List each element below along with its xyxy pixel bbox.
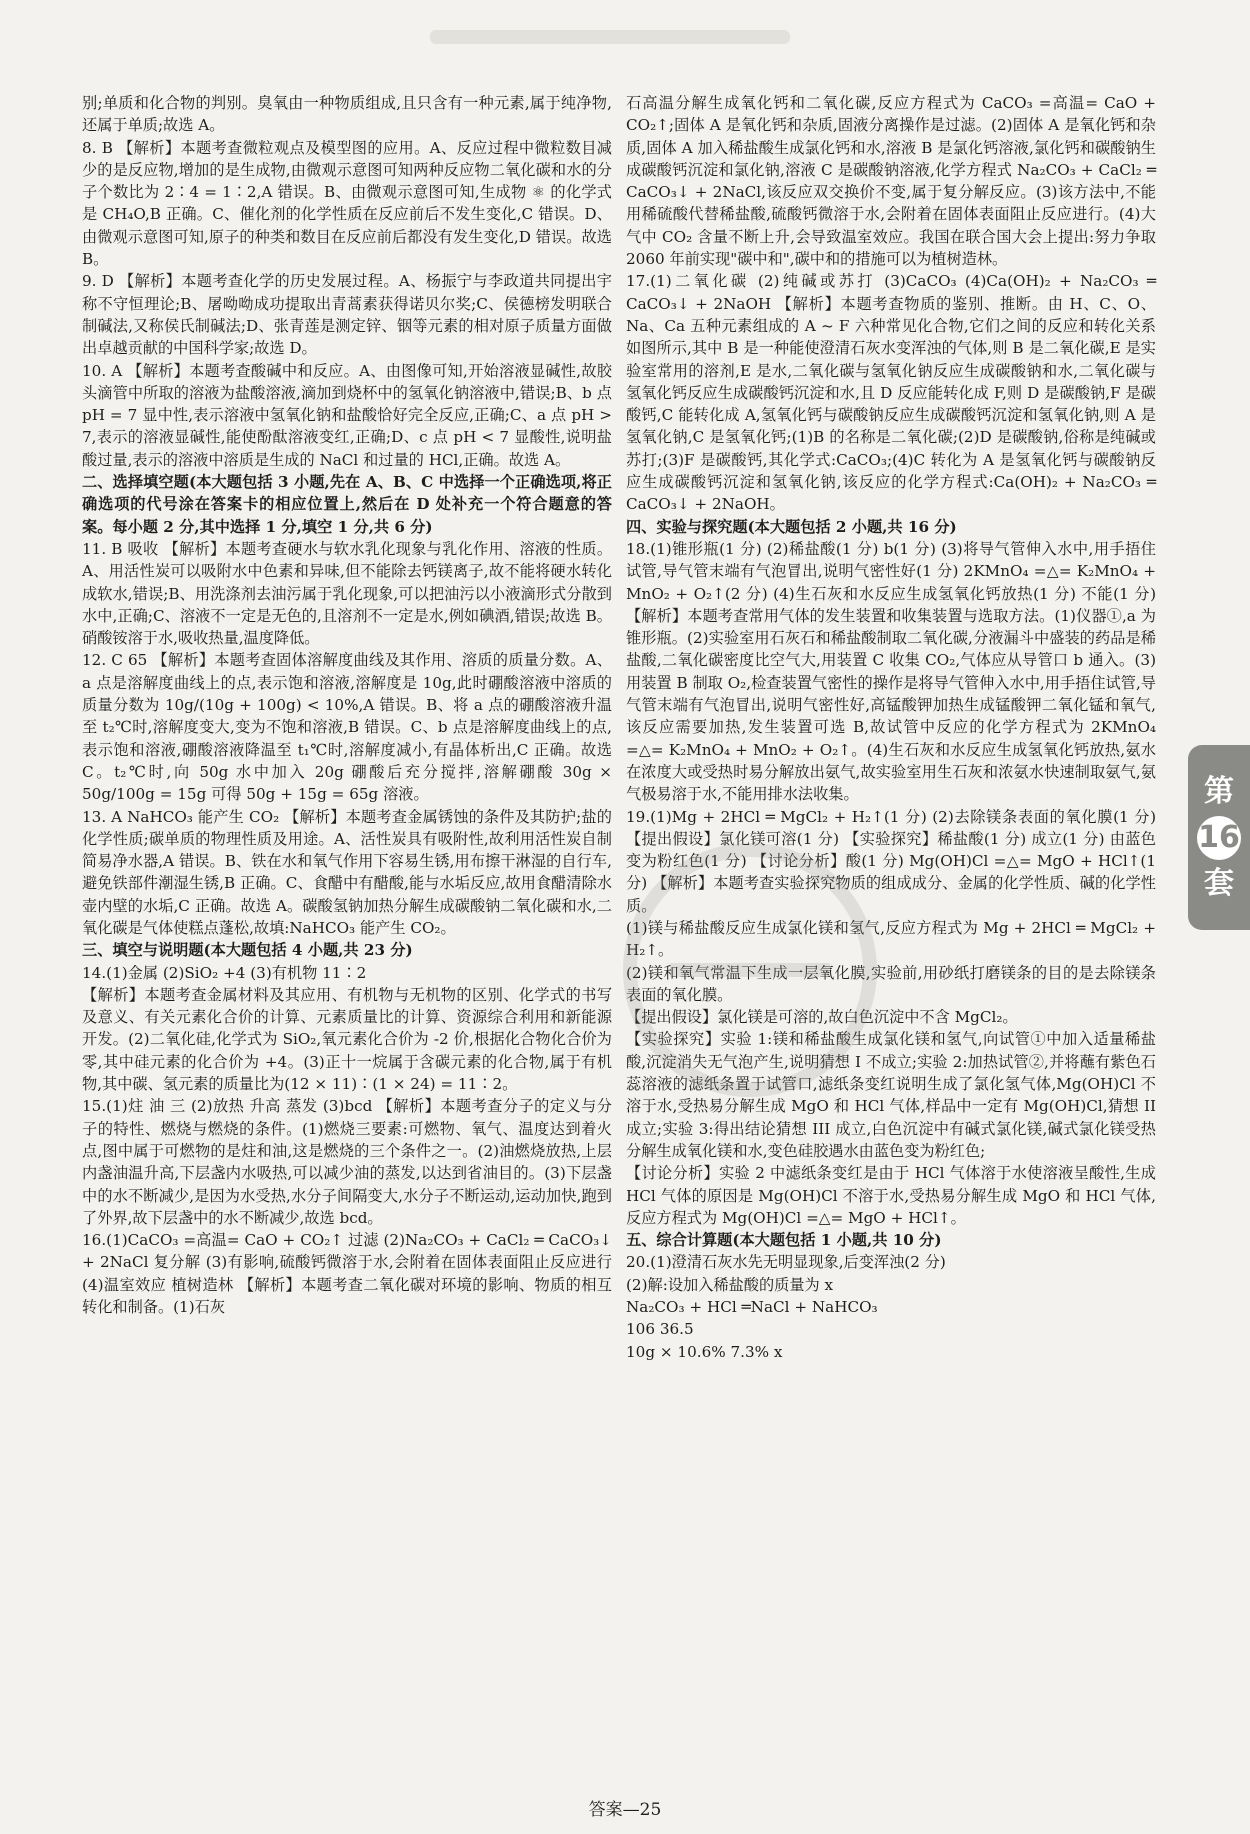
- answer-paragraph: 20.(1)澄清石灰水先无明显现象,后变浑浊(2 分): [626, 1253, 946, 1272]
- answer-paragraph: 12. C 65 【解析】本题考查固体溶解度曲线及其作用、溶质的质量分数。A、a 点是溶解度曲线上的点,表示饱和溶液,溶解度是 10g,此时硼酸溶液中溶质的质量分数为 10g/(10g + 100g) < 10%,A 错误。B、将 a 点的硼酸溶液升温至 t₂℃时,溶解度变大,变为不饱和溶液,B 错误。C、b 点是溶解度曲线上的点,表示饱和溶液,硼酸溶液降温至 t₁℃时,溶解度减小,有晶体析出,C 正确。故选 C。t₂℃时,向 50g 水中加入 20g 硼酸后充分搅拌,溶解硼酸 30g × 50g/100g = 15g 可得 50g + 15g = 65g 溶液。: [82, 651, 612, 804]
- set-tab-bottom-char: 套: [1204, 865, 1234, 901]
- answer-paragraph: 13. A NaHCO₃ 能产生 CO₂ 【解析】本题考查金属锈蚀的条件及其防护;盐的化学性质;碳单质的物理性质及用途。A、活性炭具有吸附性,故利用活性炭自制简易净水器,A 错误。B、铁在水和氧气作用下容易生锈,用布擦干淋湿的自行车,避免铁部件潮湿生锈,B 正确。C、食醋中有醋酸,能与水垢反应,故用食醋清除水壶内壁的水垢,C 正确。故选 A。碳酸氢钠加热分解生成碳酸钠二氧化碳和水,二氧化碳是气体使糕点蓬松,故填:NaHCO₃ 能产生 CO₂。: [82, 807, 612, 937]
- answer-paragraph: 【解析】本题考查金属材料及其应用、有机物与无机物的区别、化学式的书写及意义、有关元素化合价的计算、元素质量比的计算、资源综合利用和新能源开发。(2)二氧化硅,化学式为 SiO₂,氧元素化合价为 -2 价,根据化合物化合价为零,其中硅元素的化合价为 +4。(3)正十一烷属于含碳元素的化合物,属于有机物,其中碳、氢元素的质量比为(12 × 11)∶(1 × 24) = 11∶2。: [82, 985, 612, 1094]
- answer-paragraph: 14.(1)金属 (2)SiO₂ +4 (3)有机物 11∶2: [82, 963, 367, 982]
- answer-paragraph: (1)镁与稀盐酸反应生成氯化镁和氢气,反应方程式为 Mg + 2HCl ═ MgCl₂ + H₂↑。: [626, 918, 1156, 960]
- right-column: [626, 92, 1156, 1363]
- section-heading: 四、实验与探究题(本大题包括 2 小题,共 16 分): [626, 517, 957, 536]
- left-column: [82, 92, 612, 1318]
- top-scan-mark: [430, 30, 790, 44]
- answer-paragraph: (2)镁和氧气常温下生成一层氧化膜,实验前,用砂纸打磨镁条的目的是去除镁条表面的氧化膜。: [626, 963, 1156, 1004]
- answer-paragraph: 10g × 10.6% 7.3% x: [626, 1342, 783, 1361]
- answer-paragraph: Na₂CO₃ + HCl ═NaCl + NaHCO₃: [626, 1298, 878, 1317]
- set-tab-top-char: 第: [1204, 773, 1234, 809]
- answer-paragraph: 16.(1)CaCO₃ =高温= CaO + CO₂↑ 过滤 (2)Na₂CO₃ + CaCl₂ ═ CaCO₃↓ + 2NaCl 复分解 (3)有影响,硫酸钙微溶于水,会附着在固体表面阻止反应进行 (4)温室效应 植树造林 【解析】本题考查二氧化碳对环境的影响、物质的相互转化和制备。(1)石灰: [82, 1231, 612, 1317]
- answer-paragraph: 15.(1)炷 油 三 (2)放热 升高 蒸发 (3)bcd 【解析】本题考查分子的定义与分子的特性、燃烧与燃烧的条件。(1)燃烧三要素:可燃物、氧气、温度达到着火点,图中属于可燃物的是炷和油,这是燃烧的三个条件之一。(2)油燃烧放热,上层内盏油温升高,下层盏内水吸热,可以减少油的蒸发,以达到省油目的。(3)下层盏中的水不断减少,是因为水受热,水分子间隔变大,水分子不断运动,运动加快,跑到了外界,故下层盏中的水不断减少,故选 bcd。: [82, 1097, 612, 1227]
- answer-paragraph: 石高温分解生成氧化钙和二氧化碳,反应方程式为 CaCO₃ =高温= CaO + CO₂↑;固体 A 是氧化钙和杂质,固液分离操作是过滤。(2)固体 A 是氧化钙和杂质,固体 A 加入稀盐酸生成氯化钙和水,溶液 B 是氯化钙溶液,氯化钙和碳酸钠生成碳酸钙沉淀和氯化钠,溶液 C 是碳酸钠溶液,化学方程式 Na₂CO₃ + CaCl₂ ═ CaCO₃↓ + 2NaCl,该反应双交换价不变,属于复分解反应。(3)该方法中,不能用稀硫酸代替稀盐酸,硫酸钙微溶于水,会附着在固体表面阻止反应进行。(4)大气中 CO₂ 含量不断上升,会导致温室效应。我国在联合国大会上提出:努力争取 2060 年前实现"碳中和",碳中和的措施可以为植树造林。: [626, 94, 1156, 269]
- answer-paragraph: 9. D 【解析】本题考查化学的历史发展过程。A、杨振宁与李政道共同提出宇称不守恒理论;B、屠呦呦成功提取出青蒿素获得诺贝尔奖;C、侯德榜发明联合制碱法,又称侯氏制碱法;D、张青莲是测定锌、铟等元素的相对原子质量方面做出卓越贡献的中国科学家;故选 D。: [82, 272, 612, 358]
- answer-paragraph: 11. B 吸收 【解析】本题考查硬水与软水乳化现象与乳化作用、溶液的性质。A、用活性炭可以吸附水中色素和异味,但不能除去钙镁离子,故不能将硬水转化成软水,错误;B、用洗涤剂去油污属于乳化现象,可以把油污以小液滴形式分散到水中,正确;C、溶液不一定是无色的,且溶剂不一定是水,例如碘酒,错误;故选 B。硝酸铵溶于水,吸收热量,温度降低。: [82, 539, 613, 648]
- answer-paragraph: 【讨论分析】实验 2 中滤纸条变红是由于 HCl 气体溶于水使溶液呈酸性,生成 HCl 气体的原因是 Mg(OH)Cl 不溶于水,受热易分解生成 MgO 和 HCl 气体,反应方程式为 Mg(OH)Cl =△= MgO + HCl↑。: [626, 1164, 1156, 1227]
- answer-paragraph: 10. A 【解析】本题考查酸碱中和反应。A、由图像可知,开始溶液显碱性,故胶头滴管中所取的溶液为盐酸溶液,滴加到烧杯中的氢氧化钠溶液中,错误;B、b 点 pH = 7 显中性,表示溶液中氢氧化钠和盐酸恰好完全反应,正确;C、a 点 pH > 7,表示的溶液显碱性,能使酚酞溶液变红,正确;D、c 点 pH < 7 显酸性,说明盐酸过量,表示的溶液中溶质是生成的 NaCl 和过量的 HCl,正确。故选 A。: [82, 361, 612, 469]
- answer-paragraph: 别;单质和化合物的判别。臭氧由一种物质组成,且只含有一种元素,属于纯净物,还属于单质;故选 A。: [82, 94, 612, 135]
- set-number-tab: [1188, 745, 1250, 930]
- page-footer: 答案—25: [588, 1800, 662, 1820]
- answer-paragraph: (2)解:设加入稀盐酸的质量为 x: [626, 1275, 834, 1294]
- section-heading: 三、填空与说明题(本大题包括 4 小题,共 23 分): [82, 941, 413, 960]
- section-heading: 二、选择填空题(本大题包括 3 小题,先在 A、B、C 中选择一个正确选项,将正确选项的代号涂在答案卡的相应位置上,然后在 D 处补充一个符合题意的答案。每小题 2 分,其中选择 1 分,填空 1 分,共 6 分): [82, 473, 612, 536]
- answer-paragraph: 106 36.5: [626, 1320, 694, 1339]
- section-heading: 五、综合计算题(本大题包括 1 小题,共 10 分): [626, 1231, 942, 1250]
- answer-paragraph: 【提出假设】氯化镁是可溶的,故白色沉淀中不含 MgCl₂。: [626, 1008, 1018, 1027]
- answer-paragraph: 【实验探究】实验 1:镁和稀盐酸生成氯化镁和氢气,向试管①中加入适量稀盐酸,沉淀消失无气泡产生,说明猜想 I 不成立;实验 2:加热试管②,并将蘸有紫色石蕊溶液的滤纸条置于试管口,滤纸条变红说明生成了氯化氢气体,Mg(OH)Cl 不溶于水,受热易分解生成 MgO 和 HCl 气体,样品中一定有 Mg(OH)Cl,猜想 II 成立;实验 3:得出结论猜想 III 成立,白色沉淀中有碱式氯化镁,碱式氯化镁受热分解生成氧化镁和水,变色硅胶遇水由蓝色变为粉红色;: [626, 1030, 1156, 1160]
- answer-paragraph: 19.(1)Mg + 2HCl ═ MgCl₂ + H₂↑(1 分) (2)去除镁条表面的氧化膜(1 分) 【提出假设】氯化镁可溶(1 分) 【实验探究】稀盐酸(1 分) 成立(1 分) 由蓝色变为粉红色(1 分) 【讨论分析】酸(1 分) Mg(OH)Cl =△= MgO + HCl↑(1 分) 【解析】本题考查实验探究物质的组成成分、金属的化学性质、碱的化学性质。: [626, 807, 1156, 915]
- answer-paragraph: 8. B 【解析】本题考查微粒观点及模型图的应用。A、反应过程中微粒数目减少的是反应物,增加的是生成物,由微观示意图可知两种反应物二氧化碳和水的分子个数比为 2∶4 = 1∶2,A 错误。B、由微观示意图可知,生成物 ⚛ 的化学式是 CH₄O,B 正确。C、催化剂的化学性质在反应前后不发生变化,C 错误。D、由微观示意图可知,原子的种类和数目在反应前后都没有发生变化,D 错误。故选 B。: [82, 138, 612, 269]
- answer-paragraph: 17.(1)二氧化碳 (2)纯碱或苏打 (3)CaCO₃ (4)Ca(OH)₂ + Na₂CO₃ ═ CaCO₃↓ + 2NaOH 【解析】本题考查物质的鉴别、推断。由 H、C、O、Na、Ca 五种元素组成的 A ~ F 六种常见化合物,它们之间的反应和转化关系如图所示,其中 B 是一种能使澄清石灰水变浑浊的气体,则 B 是二氧化碳,E 是实验室常用的溶剂,E 是水,二氧化碳与氢氧化钠反应生成碳酸钠和水,二氧化碳与氢氧化钙反应生成碳酸钙沉淀和水,且 D 反应能转化成 F,则 D 是碳酸钠,F 是碳酸钙,C 能转化成 A,氢氧化钙与碳酸钠反应生成碳酸钙沉淀和氢氧化钠,则 A 是氢氧化钠,C 是氢氧化钙;(1)B 的名称是二氧化碳;(2)D 是碳酸钠,俗称是纯碱或苏打;(3)F 是碳酸钙,其化学式:CaCO₃;(4)C 转化为 A 是氢氧化钙与碳酸钠反应生成碳酸钙沉淀和氢氧化钠,该反应的化学方程式:Ca(OH)₂ + Na₂CO₃ ═ CaCO₃↓ + 2NaOH。: [626, 272, 1156, 514]
- set-tab-number: 16: [1197, 816, 1241, 860]
- answer-paragraph: 18.(1)锥形瓶(1 分) (2)稀盐酸(1 分) b(1 分) (3)将导气管伸入水中,用手捂住试管,导气管末端有气泡冒出,说明气密性好(1 分) 2KMnO₄ =△= K₂MnO₄ + MnO₂ + O₂↑(2 分) (4)生石灰和水反应生成氢氧化钙放热(1 分) 不能(1 分) 【解析】本题考查常用气体的发生装置和收集装置与选取方法。(1)仪器①,a 为锥形瓶。(2)实验室用石灰石和稀盐酸制取二氧化碳,分液漏斗中盛装的药品是稀盐酸,二氧化碳密度比空气大,用装置 C 收集 CO₂,气体应从导管口 b 通入。(3)用装置 B 制取 O₂,检查装置气密性的操作是将导气管伸入水中,用手捂住试管,导气管末端有气泡冒出,说明气密性好,高锰酸钾加热生成锰酸钾二氧化锰和氧气,该反应需要加热,发生装置可选 B,故试管中反应的化学方程式为 2KMnO₄ =△= K₂MnO₄ + MnO₂ + O₂↑。(4)生石灰和水反应生成氢氧化钙放热,氨水在浓度大或受热时易分解放出氨气,故实验室用生石灰和浓氨水快速制取氨气,氨气极易溶于水,不能用排水法收集。: [626, 539, 1156, 804]
